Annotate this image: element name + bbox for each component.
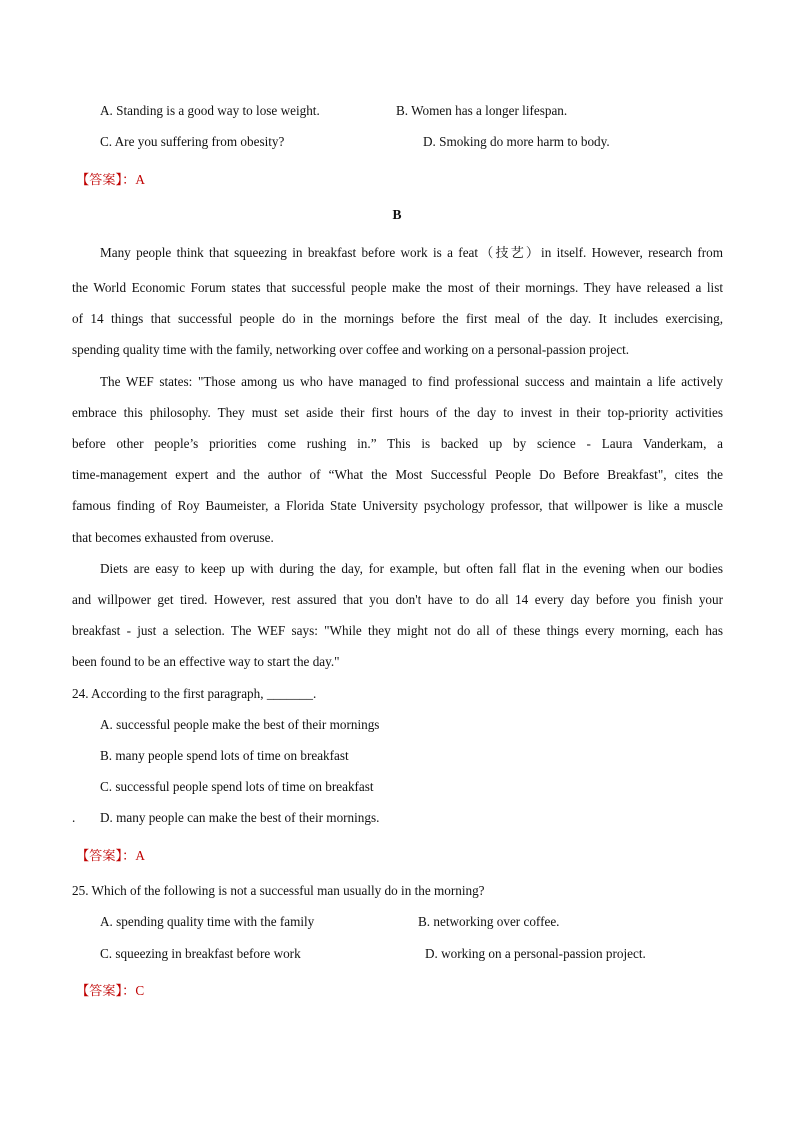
passage-line: Diets are easy to keep up with during the day, for example, but often fall flat in the evening when our bodies <box>100 561 723 576</box>
passage-line: of 14 things that successful people do in the mornings before the first meal of the day. It includes exercising, <box>72 311 723 326</box>
section-title: B <box>392 207 402 222</box>
q24-option-c: C. successful people spend lots of time on breakfast <box>100 779 374 794</box>
q23-option-c: C. Are you suffering from obesity? <box>100 134 285 149</box>
q24-option-d: D. many people can make the best of their mornings. <box>100 810 380 825</box>
answer-value: ：A <box>122 848 145 863</box>
stray-dot: . <box>72 810 76 825</box>
q23-option-b: B. Women has a longer lifespan. <box>396 103 568 118</box>
answer-value: ：A <box>122 172 145 187</box>
q23-answer <box>76 172 145 188</box>
passage-line: famous finding of Roy Baumeister, a Florida State University psychology professor, that willpower is like a muscle <box>72 498 723 513</box>
answer-value: ：C <box>122 983 145 998</box>
passage-line: been found to be an effective way to start the day." <box>72 654 340 669</box>
q25-stem: 25. Which of the following is not a successful man usually do in the morning? <box>72 883 485 898</box>
passage-line: embrace this philosophy. They must set aside their first hours of the day to invest in their top-priority activities <box>72 405 723 420</box>
q24-option-b: B. many people spend lots of time on breakfast <box>100 748 349 763</box>
q25-answer <box>76 983 144 999</box>
passage-line: Many people think that squeezing in breakfast before work is a feat（技艺）in itself. However, research from <box>100 245 723 260</box>
q23-option-a: A. Standing is a good way to lose weight. <box>100 103 320 118</box>
passage-line: spending quality time with the family, networking over coffee and working on a personal-passion project. <box>72 342 630 357</box>
q24-stem: 24. According to the first paragraph, _______. <box>72 686 317 701</box>
passage-line: before other people’s priorities come rushing in.” This is backed up by science - Laura Vanderkam, a <box>72 436 723 451</box>
passage-line: the World Economic Forum states that successful people make the most of their mornings. They have released a list <box>72 280 723 295</box>
answer-label: 【答案】 <box>76 983 123 998</box>
passage-line: breakfast - just a selection. The WEF says: "While they might not do all of these things every morning, each has <box>72 623 723 638</box>
passage-line: that becomes exhausted from overuse. <box>72 530 274 545</box>
q25-option-c: C. squeezing in breakfast before work <box>100 946 301 961</box>
q23-option-d: D. Smoking do more harm to body. <box>423 134 610 149</box>
answer-label: 【答案】 <box>76 172 123 187</box>
q25-option-a: A. spending quality time with the family <box>100 914 315 929</box>
answer-label: 【答案】 <box>76 848 123 863</box>
passage-line: The WEF states: "Those among us who have managed to find professional success and maintain a life actively <box>100 374 723 389</box>
q25-option-b: B. networking over coffee. <box>418 914 560 929</box>
q24-option-a: A. successful people make the best of their mornings <box>100 717 380 732</box>
q24-answer <box>76 848 145 864</box>
q25-option-d: D. working on a personal-passion project. <box>425 946 646 961</box>
passage-line: and willpower get tired. However, rest assured that you don't have to do all 14 every day before you finish your <box>72 592 723 607</box>
passage-line: time-management expert and the author of “What the Most Successful People Do Before Breakfast", cites the <box>72 467 723 482</box>
